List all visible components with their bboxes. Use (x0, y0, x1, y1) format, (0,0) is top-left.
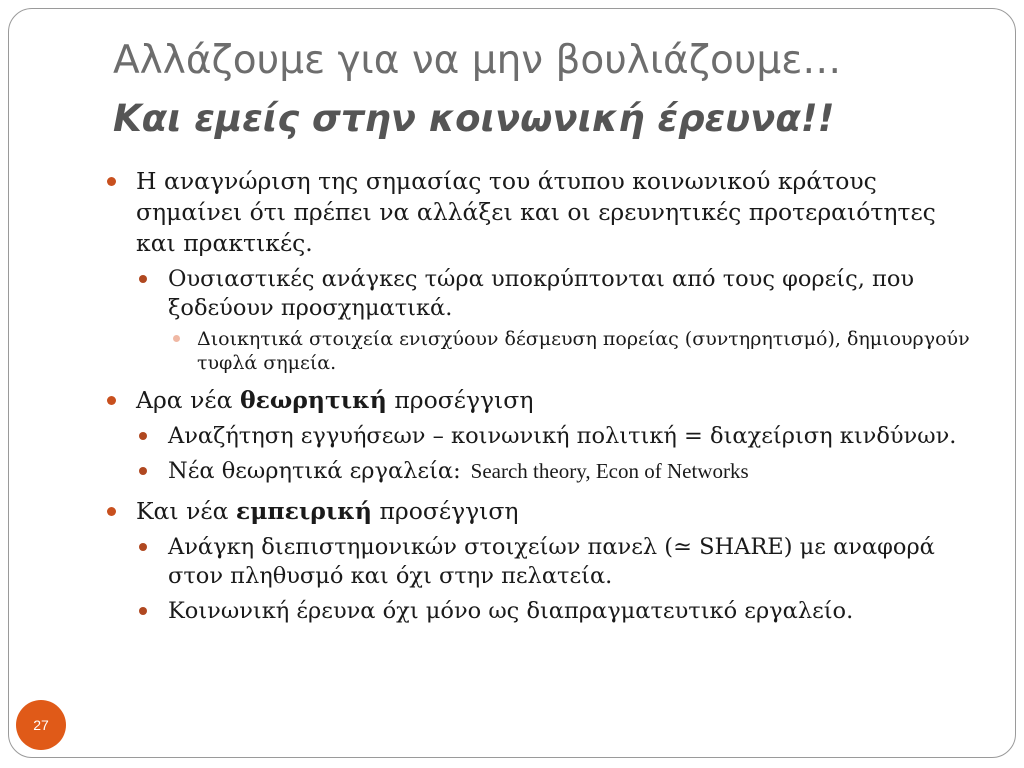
sub-bullet-item (103, 597, 983, 626)
sub-bullet-item (103, 533, 983, 591)
bullet-text: Η αναγνώριση της σημασίας του άτυπου κοινωνικού κράτους σημαίνει ότι πρέπει να αλλάξει και οι ερευνητικές προτεραιότητες και πρακτικές. (136, 167, 936, 257)
sub-bullet-text: Ανάγκη διεπιστημονικών στοιχείων πανελ (≃ SHARE) με αναφορά στον πληθυσμό και όχι στην πελατεία. (168, 534, 935, 589)
bullet-dot-icon (107, 396, 116, 405)
bullet-dot-icon (139, 275, 147, 283)
bullet-text-prefix: Και νέα (136, 497, 236, 525)
sub-bullet-text: Νέα θεωρητικά εργαλεία: (168, 458, 461, 484)
sub-sub-bullet-text: Διοικητικά στοιχεία ενισχύουν δέσμευση πορείας (συντηρητισμό), δημιουργούν τυφλά σημεία. (197, 328, 970, 374)
bullet-dot-icon (173, 335, 180, 342)
bullet-item (103, 496, 983, 527)
bullet-dot-icon (139, 467, 147, 475)
page-number-badge: 27 (16, 700, 66, 750)
bullet-dot-icon (139, 432, 147, 440)
bullet-text-emphasis: εμπειρική (235, 497, 372, 525)
bullet-dot-icon (107, 507, 116, 516)
sub-sub-bullet-item (103, 327, 983, 375)
sub-bullet-text: Κοινωνική έρευνα όχι μόνο ως διαπραγματευτικό εργαλείο. (168, 598, 854, 624)
slide-content (103, 166, 983, 626)
sub-bullet-item (103, 265, 983, 323)
sub-bullet-item (103, 422, 983, 451)
slide-subtitle: Και εμείς στην κοινωνική έρευνα!! (113, 97, 835, 140)
slide-title: Αλλάζουμε για να μην βουλιάζουμε… (113, 38, 842, 83)
bullet-text-suffix: προσέγγιση (386, 386, 534, 414)
bullet-item (103, 166, 983, 259)
sub-bullet-latin-text: Search theory, Econ of Networks (470, 459, 749, 483)
sub-bullet-text: Αναζήτηση εγγυήσεων – κοινωνική πολιτική = διαχείριση κινδύνων. (168, 423, 957, 449)
bullet-dot-icon (107, 177, 116, 186)
bullet-text-suffix: προσέγγιση (371, 497, 519, 525)
bullet-text-prefix: Αρα νέα (136, 386, 240, 414)
bullet-dot-icon (139, 607, 147, 615)
sub-bullet-text: Ουσιαστικές ανάγκες τώρα υποκρύπτονται από τους φορείς, που ξοδεύουν προσχηματικά. (168, 266, 915, 321)
bullet-text-emphasis: θεωρητική (239, 386, 387, 414)
bullet-dot-icon (139, 543, 147, 551)
sub-bullet-item (103, 457, 983, 486)
bullet-item (103, 385, 983, 416)
